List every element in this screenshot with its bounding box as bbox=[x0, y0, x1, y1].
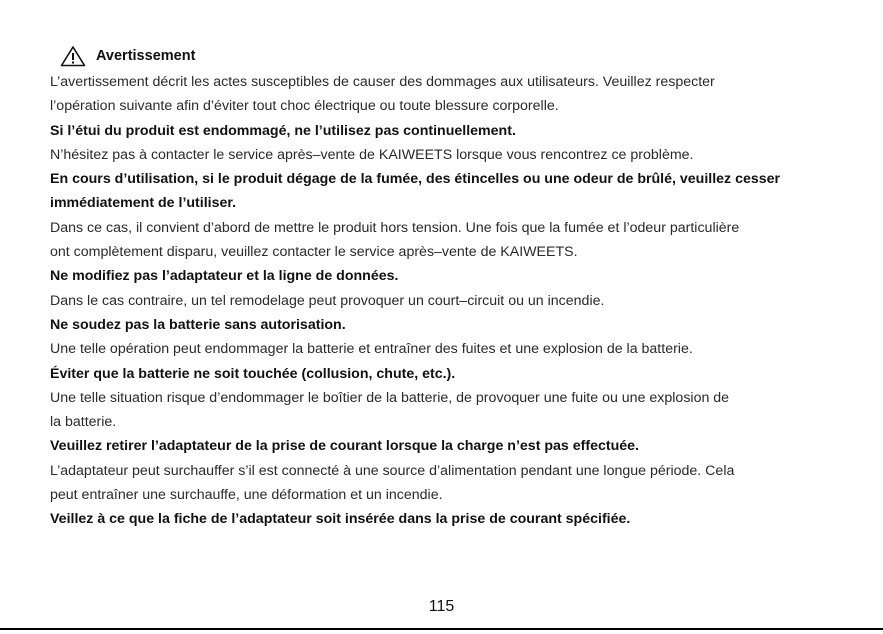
warning-heading bbox=[60, 46, 840, 66]
warning-rule-text: L’adaptateur peut surchauffer s’il est connecté à une source d’alimentation pendant une longue période. Cela bbox=[50, 462, 735, 479]
warning-rule-text: Une telle situation risque d’endommager le boîtier de la batterie, de provoquer une fuite ou une explosion de bbox=[50, 389, 730, 406]
warning-rule-text: Dans le cas contraire, un tel remodelage peut provoquer un court–circuit ou un incendie. bbox=[50, 292, 605, 309]
warning-rule-text: peut entraîner une surchauffe, une déformation et un incendie. bbox=[50, 487, 443, 504]
warning-rule-text: Une telle opération peut endommager la batterie et entraîner des fuites et une explosion de la batterie. bbox=[50, 341, 693, 358]
warning-rule-text: ont complètement disparu, veuillez contacter le service après–vente de KAIWEETS. bbox=[50, 244, 578, 261]
warning-rule-heading: En cours d’utilisation, si le produit dégage de la fumée, des étincelles ou une odeur de brûlé, veuillez cesser bbox=[50, 171, 781, 188]
footer-rule bbox=[0, 628, 883, 630]
warning-rule-text: L’avertissement décrit les actes susceptibles de causer des dommages aux utilisateurs. Veuillez respecter bbox=[50, 74, 715, 90]
warning-rule-heading: Veillez à ce que la fiche de l’adaptateur soit insérée dans la prise de courant spécifiée. bbox=[50, 511, 631, 528]
warning-rule-text: l’opération suivante afin d’éviter tout choc électrique ou toute blessure corporelle. bbox=[50, 98, 559, 115]
warning-rule-heading: Veuillez retirer l’adaptateur de la prise de courant lorsque la charge n’est pas effectuée. bbox=[50, 438, 639, 455]
warning-section bbox=[50, 46, 840, 532]
warning-rule-heading: Ne soudez pas la batterie sans autorisation. bbox=[50, 316, 346, 333]
warning-body bbox=[50, 70, 840, 532]
page-number: 115 bbox=[428, 598, 455, 615]
warning-rule-heading: Éviter que la batterie ne soit touchée (collusion, chute, etc.). bbox=[50, 365, 456, 382]
warning-rule-text: la batterie. bbox=[50, 414, 117, 431]
warning-rule-heading: Ne modifiez pas l’adaptateur et la ligne de données. bbox=[50, 268, 399, 285]
warning-triangle-icon bbox=[60, 45, 86, 67]
warning-rule-text: Dans ce cas, il convient d’abord de mettre le produit hors tension. Une fois que la fumée et l’odeur particulière bbox=[50, 219, 740, 236]
warning-rule-heading: Si l’étui du produit est endommagé, ne l’utilisez pas continuellement. bbox=[50, 122, 516, 139]
warning-rule-heading: immédiatement de l’utiliser. bbox=[50, 195, 237, 212]
warning-title: Avertissement bbox=[96, 48, 196, 64]
warning-rule-text: N’hésitez pas à contacter le service après–vente de KAIWEETS lorsque vous rencontrez ce problème. bbox=[50, 146, 694, 163]
